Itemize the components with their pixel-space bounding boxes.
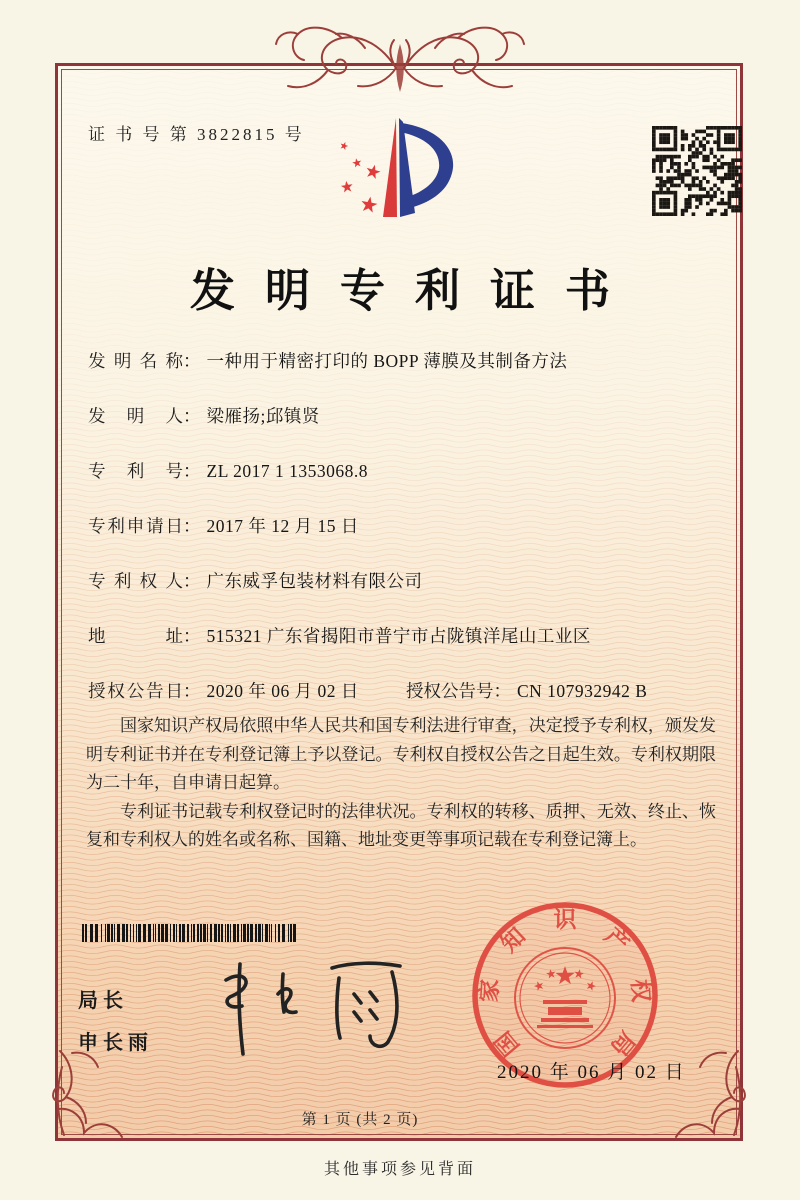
grant-publication-number: [406, 678, 647, 703]
footer-note: 其他事项参见背面: [323, 1161, 476, 1178]
field-value: 梁雁扬;邱镇贤: [206, 406, 320, 426]
signer-block: [78, 984, 153, 1068]
certificate-number: 证 书 号 第 3822815 号: [88, 125, 305, 144]
field-row-grant-date: [88, 678, 648, 704]
field-label: 地址: [88, 626, 183, 646]
legal-text-block: [86, 712, 716, 855]
field-row-filing-date: [88, 513, 359, 539]
field-colon: ：: [183, 351, 201, 371]
svg-text:产: 产: [599, 922, 635, 958]
cnipa-logo: [336, 113, 466, 228]
field-value: 2017 年 12 月 15 日: [206, 516, 359, 536]
svg-text:局: 局: [605, 1026, 641, 1062]
svg-text:权: 权: [627, 978, 655, 1003]
field-value: 2020 年 06 月 02 日: [206, 681, 359, 701]
field-value: 515321 广东省揭阳市普宁市占陇镇洋尾山工业区: [206, 626, 591, 646]
field-colon: ：: [183, 681, 201, 701]
svg-text:家: 家: [475, 978, 503, 1003]
legal-paragraph-2: 专利证书记载专利权登记时的法律状况。专利权的转移、质押、无效、终止、恢复和专利权人的姓名或名称、国籍、地址变更等事项记载在专利登记簿上。: [86, 801, 716, 849]
field-colon: ：: [183, 461, 201, 481]
svg-text:国: 国: [489, 1026, 525, 1062]
field-row-patent-number: [88, 458, 368, 484]
field-label: 发明名称: [88, 351, 183, 371]
seal-date: 2020 年 06 月 02 日: [497, 1062, 686, 1083]
field-colon: ：: [183, 516, 201, 536]
field-label: 授权公告号: [406, 681, 494, 701]
field-colon: ：: [183, 626, 201, 646]
field-label: 专利权人: [88, 571, 183, 591]
field-value: 一种用于精密打印的 BOPP 薄膜及其制备方法: [206, 351, 568, 371]
certificate-title: 发明专利证书: [189, 266, 640, 316]
field-colon: ：: [183, 406, 201, 426]
field-value: CN 107932942 B: [517, 681, 648, 701]
field-label: 专利号: [88, 461, 183, 481]
field-row-address: [88, 623, 591, 649]
barcode: [82, 924, 298, 942]
field-value: ZL 2017 1 1353068.8: [206, 461, 368, 481]
director-signature: [212, 946, 427, 1061]
field-label: 发明人: [88, 406, 183, 426]
field-colon: ：: [493, 681, 511, 701]
qr-code: [652, 126, 742, 216]
field-value: 广东威孚包装材料有限公司: [206, 571, 423, 591]
field-row-inventor: [88, 403, 320, 429]
field-label: 专利申请日: [88, 516, 183, 536]
svg-text:识: 识: [553, 906, 577, 932]
page-number: 第 1 页 (共 2 页): [301, 1112, 419, 1128]
field-row-patentee: [88, 568, 423, 594]
legal-paragraph-1: 国家知识产权局依照中华人民共和国专利法进行审查，决定授予专利权，颁发发明专利证书并在专利登记簿上予以登记。专利权自授权公告之日起生效。专利权期限为二十年，自申请日起算。: [86, 716, 716, 792]
svg-text:知: 知: [495, 922, 531, 958]
signer-name: 申长雨: [78, 1032, 153, 1054]
field-label: 授权公告日: [88, 681, 183, 701]
field-colon: ：: [183, 571, 201, 591]
signer-title: 局长: [78, 990, 128, 1012]
field-row-invention-name: [88, 348, 567, 374]
